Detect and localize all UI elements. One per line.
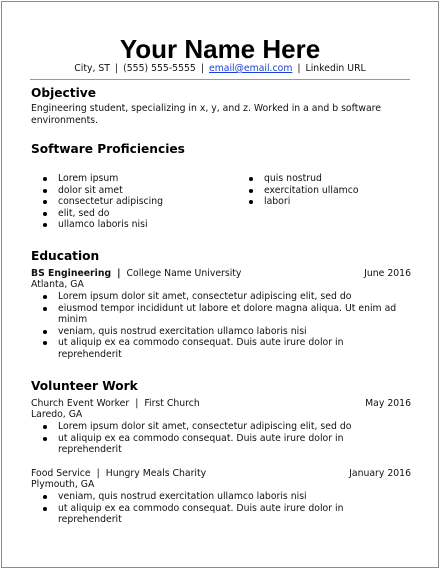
volunteer-org: First Church	[144, 398, 200, 409]
contact-separator: |	[200, 63, 204, 74]
education-bullets	[40, 291, 410, 361]
list-item: labori	[246, 196, 406, 208]
volunteer-org: Hungry Meals Charity	[105, 468, 207, 479]
volunteer-bullets	[40, 421, 380, 456]
contact-linkedin: Linkedin URL	[305, 63, 366, 74]
list-item: veniam, quis nostrud exercitation ullamco laboris nisi	[40, 491, 380, 503]
objective-heading: Objective	[31, 86, 96, 100]
volunteer-role: Food Service	[31, 468, 91, 479]
list-item: quis nostrud	[246, 173, 406, 185]
list-item: ut aliquip ex ea commodo consequat. Duis aute irure dolor in reprehenderit	[40, 337, 410, 360]
contact-email-link[interactable]: email@email.com	[208, 63, 293, 74]
volunteer-location: Plymouth, GA	[31, 479, 95, 490]
education-degree: BS Engineering	[31, 268, 112, 279]
list-item: ut aliquip ex ea commodo consequat. Duis aute irure dolor in reprehenderit	[40, 503, 380, 526]
education-location: Atlanta, GA	[31, 279, 84, 290]
contact-location: City, ST	[74, 63, 110, 74]
volunteer-role: Church Event Worker	[31, 398, 130, 409]
contact-phone: (555) 555-5555	[123, 63, 196, 74]
contact-separator: |	[114, 63, 119, 74]
contact-separator: |	[297, 63, 301, 74]
list-item: ut aliquip ex ea commodo consequat. Duis aute irure dolor in reprehenderit	[40, 433, 380, 456]
resume-page	[1, 1, 439, 568]
education-school: College Name University	[126, 268, 242, 279]
volunteer-date: January 2016	[349, 468, 411, 479]
contact-line	[2, 63, 438, 75]
resume-name: Your Name Here	[119, 34, 321, 64]
volunteer-location: Laredo, GA	[31, 409, 83, 420]
education-date: June 2016	[364, 268, 411, 279]
list-item: ullamco laboris nisi	[40, 219, 240, 231]
software-list-col1	[40, 173, 240, 231]
volunteer-bullets	[40, 491, 380, 526]
list-item: Lorem ipsum	[40, 173, 240, 185]
list-item: Lorem ipsum dolor sit amet, consectetur adipiscing elit, sed do	[40, 291, 410, 303]
objective-text: Engineering student, specializing in x, y, and z. Worked in a and b software environments.	[31, 103, 382, 126]
list-item: eiusmod tempor incididunt ut labore et dolore magna aliqua. Ut enim ad minim	[40, 303, 410, 326]
education-heading: Education	[31, 249, 100, 263]
list-item: consectetur adipiscing	[40, 196, 240, 208]
list-item: Lorem ipsum dolor sit amet, consectetur adipiscing elit, sed do	[40, 421, 380, 433]
volunteer-date: May 2016	[365, 398, 411, 409]
title-separator: |	[96, 468, 100, 479]
list-item: dolor sit amet	[40, 185, 240, 197]
title-separator: |	[117, 268, 121, 279]
software-list-col2	[246, 173, 406, 208]
title-separator: |	[135, 398, 139, 409]
list-item: exercitation ullamco	[246, 185, 406, 197]
volunteer-heading: Volunteer Work	[31, 379, 138, 393]
list-item: elit, sed do	[40, 208, 240, 220]
header-divider	[30, 79, 410, 80]
list-item: veniam, quis nostrud exercitation ullamco laboris nisi	[40, 326, 410, 338]
software-heading: Software Proficiencies	[31, 142, 185, 156]
